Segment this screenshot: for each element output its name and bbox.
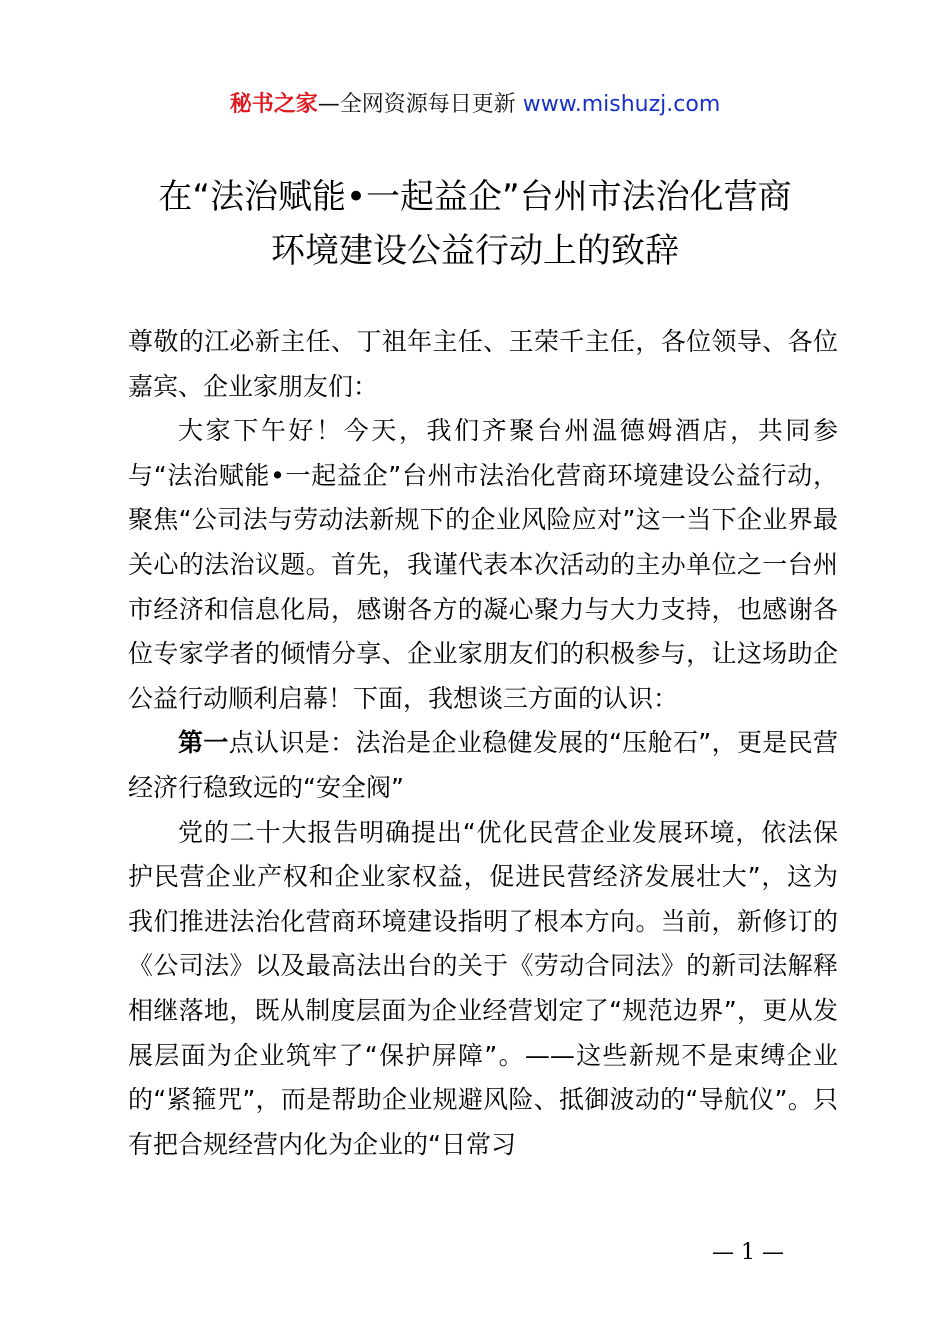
site-header: [0, 88, 950, 122]
brand-name: 秘书之家: [229, 92, 318, 117]
header-tagline: —全网资源每日更新: [317, 92, 516, 117]
point-one-lead: 第一: [178, 728, 229, 758]
title-line-1: 在“法治赋能•一起益企”台州市法治化营商: [158, 177, 792, 217]
site-url-link[interactable]: www.mishuzj.com: [522, 92, 721, 117]
salutation: 尊敬的江必新主任、丁祖年主任、王荣千主任，各位领导、各位嘉宾、企业家朋友们：: [128, 327, 838, 401]
paragraph-point-one: 党的二十大报告明确提出“优化民营企业发展环境，依法保护民营企业产权和企业家权益，促进民营经济发展壮大”，这为我们推进法治化营商环境建设指明了根本方向。当前，新修订的《公司法》以及最高法出台的关于《劳动合同法》的新司法解释相继落地，既从制度层面为企业经营划定了“规范边界”，更从发展层面为企业筑牢了“保护屏障”。——这些新规不是束缚企业的“紧箍咒”，而是帮助企业规避风险、抵御波动的“导航仪”。只有把合规经营内化为企业的“日常习: [128, 817, 838, 1159]
page-number: — 1 —: [712, 1240, 784, 1265]
point-one-text: 点认识是：法治是企业稳健发展的“压舱石”，更是民营经济行稳致远的“安全阀”: [128, 728, 838, 802]
title-line-2: 环境建设公益行动上的致辞: [271, 231, 679, 271]
document-body: [128, 320, 838, 1167]
paragraph-opening: 大家下午好！今天，我们齐聚台州温德姆酒店，共同参与“法治赋能•一起益企”台州市法治化营商环境建设公益行动，聚焦“公司法与劳动法新规下的企业风险应对”这一当下企业界最关心的法治议题。首先，我谨代表本次活动的主办单位之一台州市经济和信息化局，感谢各方的凝心聚力与大力支持，也感谢各位专家学者的倾情分享、企业家朋友们的积极参与，让这场助企公益行动顺利启幕！下面，我想谈三方面的认识：: [128, 416, 838, 713]
document-title: [60, 170, 890, 278]
point-one-heading: [128, 721, 838, 810]
